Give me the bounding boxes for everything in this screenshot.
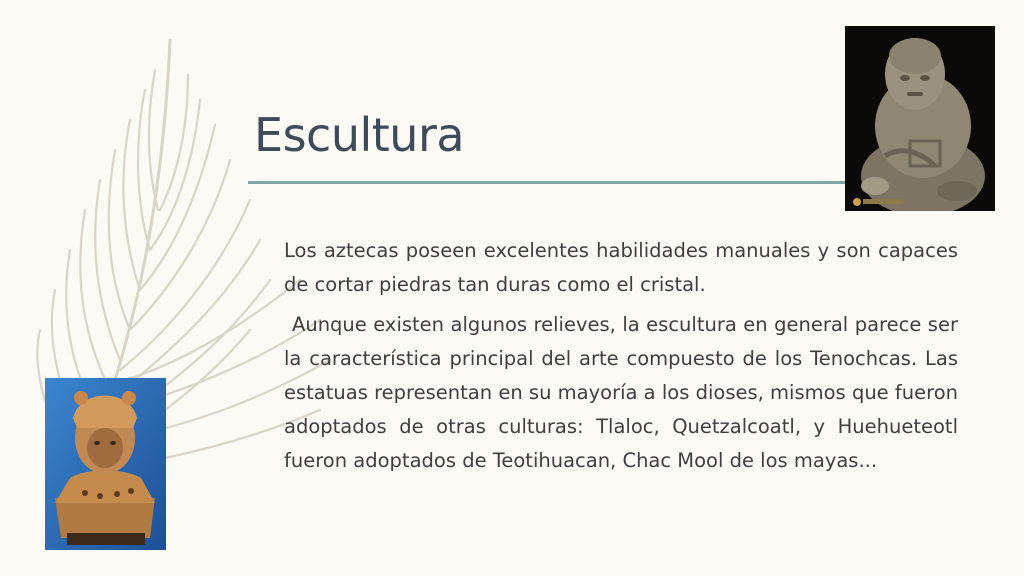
slide-title: Escultura bbox=[254, 108, 465, 162]
body-text bbox=[284, 234, 958, 484]
seated-stone-statue-photo bbox=[845, 26, 995, 211]
jaguar-warrior-bust-photo bbox=[45, 378, 166, 550]
paragraph-1: Los aztecas poseen excelentes habilidades manuales y son capaces de cortar piedras tan duras como el cristal. bbox=[284, 239, 958, 296]
title-divider bbox=[248, 181, 868, 184]
paragraph-2: Aunque existen algunos relieves, la escultura en general parece ser la característica principal del arte compuesto de los Tenochcas. Las estatuas representan en su mayoría a los dioses, mismos que fueron adoptados de otras culturas: Tlaloc, Quetzalcoatl, y Huehueteotl fueron adoptados de Teotihuacan, Chac Mool de los mayas... bbox=[284, 313, 958, 472]
